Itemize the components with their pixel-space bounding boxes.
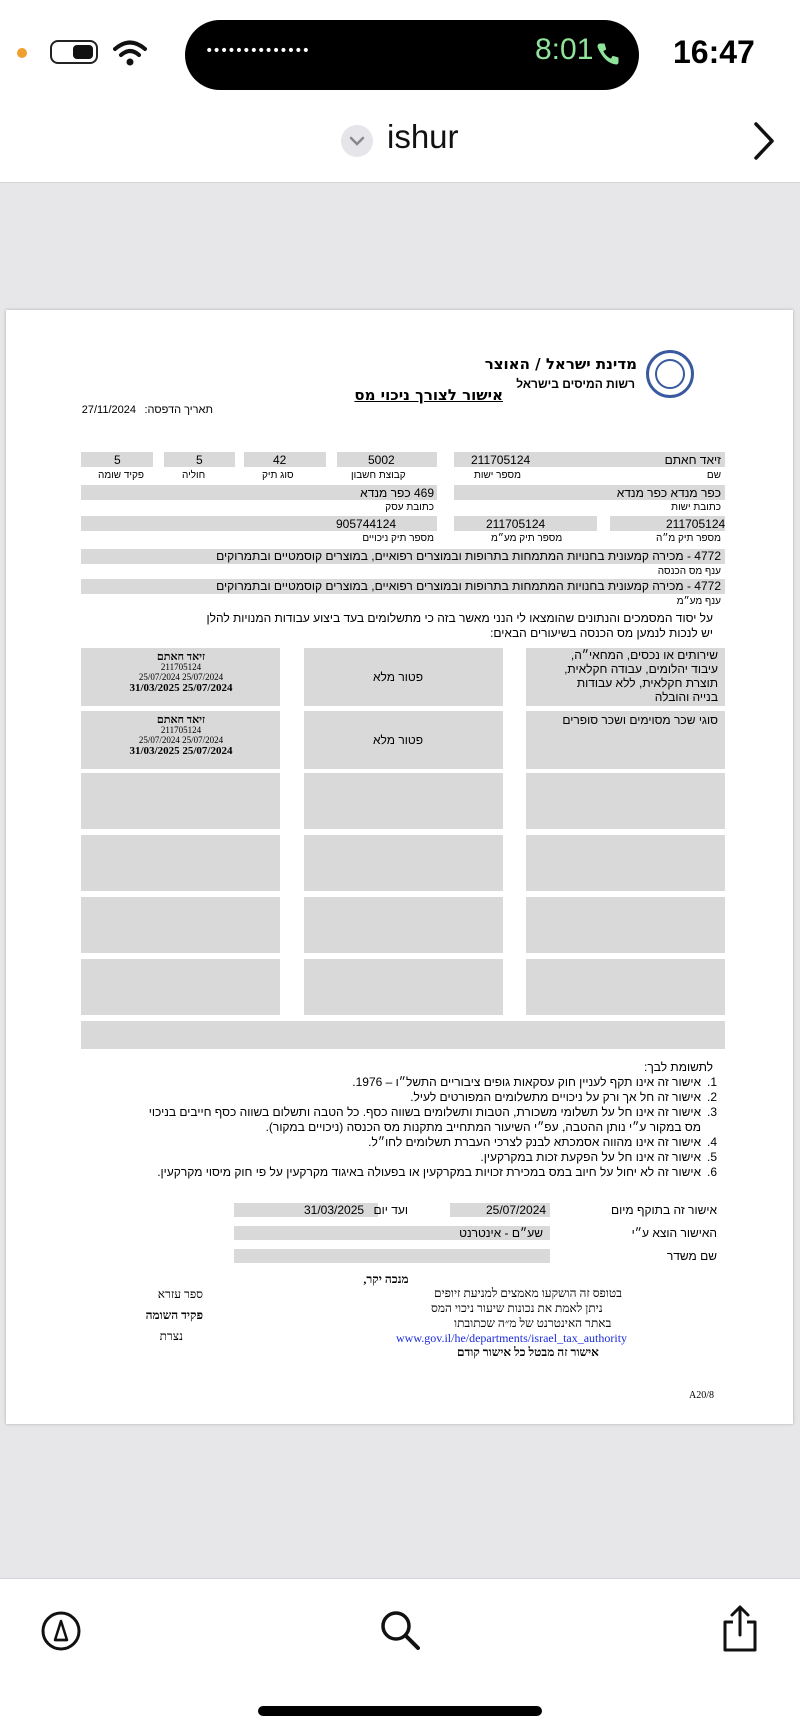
signature-role: פקיד השומה [145, 1308, 203, 1322]
vat-file-value: 211705124 [486, 517, 546, 531]
account-group-label: קבוצת חשבון [351, 470, 406, 481]
business-address-value: 469 כפר מנדא [360, 486, 434, 500]
share-icon[interactable] [720, 1604, 760, 1654]
note-3-num: .3 [706, 1105, 717, 1119]
signature-name: ספר עזרא [157, 1287, 203, 1301]
doc-title: אישור לצורך ניכוי מס [354, 386, 503, 404]
intro-line-2: יש לנכות לנמען מס הכנסה בשיעורים הבאים: [490, 626, 713, 640]
account-group-value: 5002 [368, 453, 395, 467]
income-tax-branch-label: ענף מס הכנסה [657, 566, 721, 577]
note-4-num: .4 [706, 1135, 717, 1149]
document-title[interactable]: ishur [387, 118, 459, 155]
stamp-id: 211705124 [160, 662, 202, 672]
tax-authority-logo [646, 350, 694, 398]
org-subtitle: רשות המיסים בישראל [516, 377, 635, 391]
pdf-page[interactable] [6, 310, 793, 1424]
entity-no-value: 211705124 [471, 453, 531, 467]
note-2: אישור זה חל אך ורק על ניכויים מתשלומים המפורטים לעיל. [410, 1090, 701, 1104]
call-duration: 8:01 [535, 33, 594, 66]
stamp-dates: 31/03/2025 25/07/2024 [129, 745, 233, 757]
income-tax-branch-value: 4772 - מכירה קמעונית בחנויות המתמחות בתרופות ובמוצרים רפואיים, במוצרים קוסמטיים ובתמרוקים [216, 549, 721, 563]
note-3-cont: מס במקור ע״י נותן ההטבה, עפ״י השיעור המתחייב מתקנות מס הכנסה (ניכויים במקור). [265, 1120, 701, 1134]
stamp-name: זיאד חאתם [156, 651, 206, 663]
stamp-dates: 31/03/2025 25/07/2024 [129, 682, 233, 694]
stamp-id: 211705124 [160, 725, 202, 735]
deductions-file-value: 905744124 [336, 517, 397, 531]
rate-row-1-service-line-2: עיבוד יהלומים, עבודה חקלאית, [564, 662, 718, 676]
note-1: אישור זה אינו תקף לעניין חוק עסקאות גופים ציבוריים התשל״ו – 1976. [352, 1075, 701, 1089]
wifi-icon [113, 38, 147, 68]
info-line-2: ניתן לאמת את נכונות שיעור ניכוי המס [431, 1301, 603, 1315]
income-tax-file-label: מספר תיק מ״ה [656, 533, 721, 544]
orange-dot-indicator [17, 48, 27, 58]
valid-from: 25/07/2024 [486, 1203, 547, 1217]
note-3: אישור זה אינו חל על תשלומי משכורת, הטבות ותשלומים בשווה כסף. כל הטבה ותשלום בשווה כסף חייבים בניכוי [148, 1105, 701, 1119]
cancels-previous: אישור זה מבטל כל אישור קודם [457, 1345, 599, 1359]
sector-label: חוליה [182, 470, 206, 481]
battery-icon [50, 40, 98, 64]
vat-branch-value: 4772 - מכירה קמעונית בחנויות המתמחות בתרופות ובמוצרים רפואיים, במוצרים קוסמטיים ובתמרוקים [216, 579, 721, 593]
name-value: זיאד חאתם [664, 453, 721, 467]
chevron-right-icon[interactable] [752, 120, 776, 162]
info-line-3: באתר האינטרנט של מ״ה שכתובתו [454, 1316, 612, 1330]
validity-label: אישור זה בתוקף מיום [611, 1203, 717, 1217]
tax-authority-link[interactable]: www.gov.il/he/departments/israel_tax_authority [396, 1331, 628, 1345]
rate-row-1-stamp [96, 652, 266, 695]
stamp-small-dates: 25/07/2024 25/07/2024 [138, 735, 224, 745]
business-address-label: כתובת עסק [385, 502, 434, 513]
rate-row-2-stamp [96, 715, 266, 758]
stamp-name: זיאד חאתם [156, 714, 206, 726]
note-6-num: .6 [706, 1165, 717, 1179]
entity-address-value: כפר מנדא כפר מנדא [616, 486, 721, 500]
vat-file-label: מספר תיק מע״מ [491, 533, 563, 544]
print-date: 27/11/2024 [81, 404, 136, 416]
issued-by-label: האישור הוצא ע״י [631, 1226, 717, 1240]
office-label: שם משדר [666, 1249, 717, 1263]
notes-title: לתשומת לבך: [644, 1060, 713, 1074]
entity-address-label: כתובת ישות [671, 502, 721, 513]
status-time: 16:47 [673, 34, 755, 70]
note-5: אישור זה אינו חל על הפקעת זכות במקרקעין. [480, 1150, 701, 1164]
assessor-label: פקיד שומה [98, 470, 145, 481]
phone-icon [594, 40, 622, 68]
valid-to: 31/03/2025 [304, 1203, 365, 1217]
note-5-num: .5 [706, 1150, 717, 1164]
chevron-down-icon [349, 134, 365, 148]
title-menu-button[interactable] [341, 125, 373, 157]
rate-row-2-rate: פטור מלא [373, 733, 424, 747]
file-type-value: 42 [273, 453, 287, 467]
rate-row-2-service: סוגי שכר מסוימים ושכר סופרים [562, 713, 718, 727]
entity-no-label: מספר ישות [474, 470, 521, 481]
island-dots: •••••••••••••• [205, 43, 310, 59]
org-title: מדינת ישראל / האוצר [484, 355, 637, 373]
intro-line-1: על יסוד המסמכים והנתונים שהומצאו לי הנני מאשר בזה כי מתשלומים בעד ביצוע עבודות המנויות להלן [206, 611, 713, 625]
until-label: ועד יום [373, 1203, 408, 1217]
deductions-file-label: מספר תיק ניכויים [362, 533, 434, 544]
vat-branch-label: ענף מע״מ [676, 596, 721, 607]
note-1-num: .1 [706, 1075, 717, 1089]
markup-icon[interactable] [40, 1610, 82, 1652]
stamp-small-dates: 25/07/2024 25/07/2024 [138, 672, 224, 682]
rate-row-1-service-line-4: בנייה והובלה [654, 690, 718, 704]
note-6: אישור זה לא יחול על חיוב במס במכירת זכויות במקרקעין או בפעולה באיגוד מקרקעין על פי חוק מיסוי מקרקעין. [157, 1165, 701, 1179]
signature-city: נצרת [159, 1329, 183, 1343]
file-type-label: סוג תיק [262, 470, 294, 481]
assessor-value: 5 [114, 453, 121, 467]
name-label: שם [706, 470, 721, 481]
print-date-label: תאריך הדפסה: [144, 404, 213, 416]
home-indicator[interactable] [258, 1706, 542, 1716]
note-4: אישור זה אינו מהווה אסמכתא לבנק לצרכי העברת תשלומים לחו״ל. [368, 1135, 701, 1149]
sector-value: 5 [196, 453, 203, 467]
income-tax-file-value: 211705124 [666, 517, 726, 531]
rate-row-1-rate: פטור מלא [373, 670, 424, 684]
rate-row-1-service-line-3: תוצרת חקלאית, ללא עבודות [576, 676, 718, 690]
info-line-1: בטופס זה הושקעו מאמצים למניעת זיופים [434, 1286, 622, 1300]
issued-by-value: שע״ם - אינטרנט [459, 1226, 543, 1240]
search-icon[interactable] [378, 1608, 422, 1652]
note-2-num: .2 [706, 1090, 717, 1104]
rate-row-1-service-line-1: שירותים או נכסים, המחאי״ה, [570, 648, 718, 662]
greeting: מנכה יקר, [363, 1272, 409, 1286]
form-code: A20/8 [689, 1390, 714, 1401]
